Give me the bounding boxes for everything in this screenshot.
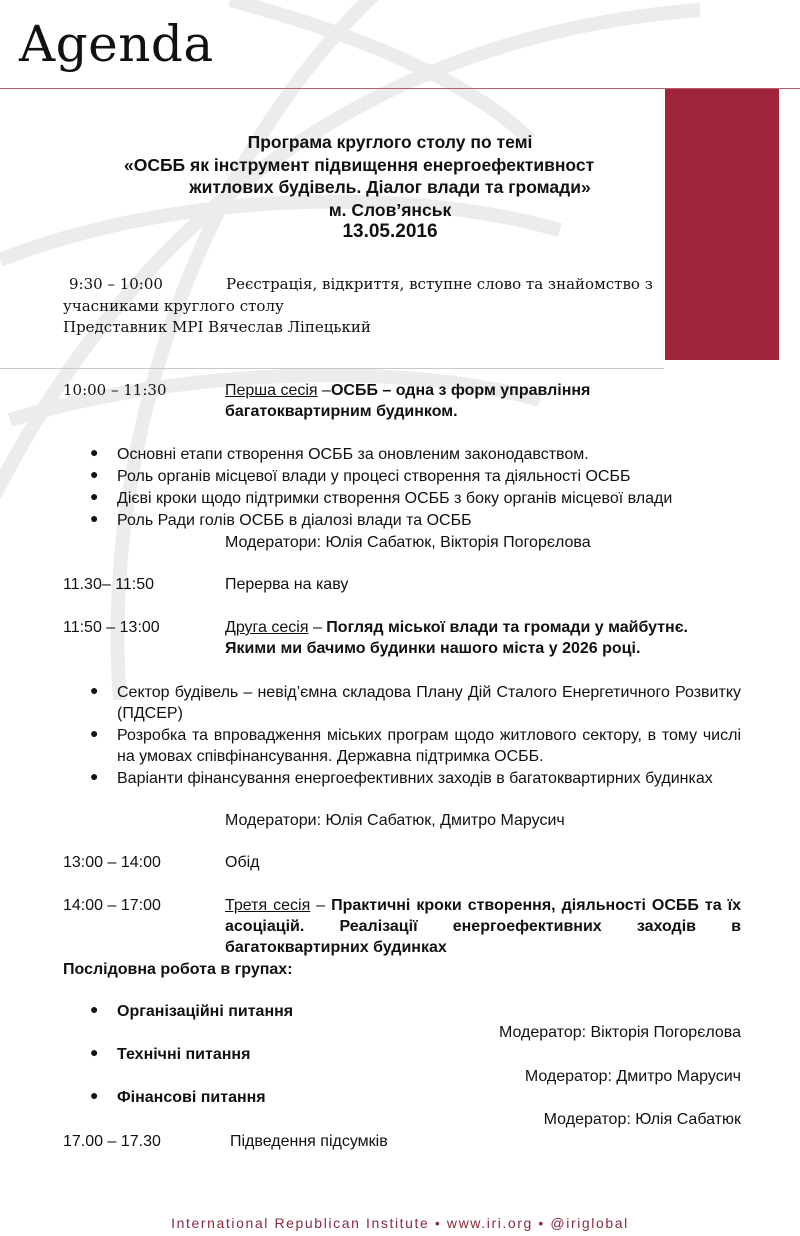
session1-bullet: Роль органів місцевої влади у процесі створення та діяльності ОСББ (117, 468, 631, 485)
session3-time: 14:00 – 17:00 (63, 897, 161, 914)
group-name: Організаційні питання (117, 1003, 294, 1020)
session1-moderators: Модератори: Юлія Сабатюк, Вікторія Погорєлова (225, 534, 591, 551)
registration-text-cont: учасниками круглого столу (63, 297, 284, 315)
session2-separator: – (308, 619, 327, 636)
group-name: Фінансові питання (117, 1089, 266, 1106)
agenda-heading (100, 131, 680, 244)
closing-time: 17.00 – 17.30 (63, 1133, 161, 1150)
session3-title (225, 895, 741, 958)
bullet-icon: ● (90, 684, 99, 699)
group-name: Технічні питання (117, 1046, 251, 1063)
closing-text: Підведення підсумків (230, 1133, 388, 1150)
group-moderator: Модератор: Дмитро Марусич (524, 1068, 741, 1085)
group-moderator: Модератор: Юлія Сабатюк (543, 1111, 741, 1128)
page-title: Agenda (19, 15, 214, 73)
session1-separator: – (317, 382, 331, 399)
session1-title (225, 380, 590, 401)
session2-label: Друга сесія (225, 619, 309, 636)
registration-speaker: Представник МРІ Вячеслав Ліпецький (63, 318, 371, 336)
session2-bullet: Варіанти фінансування енергоефективних заходів в багатоквартирних будинках (117, 770, 713, 787)
session1-title-line2: багатоквартирним будинком. (225, 403, 458, 420)
break-text: Перерва на каву (225, 576, 349, 593)
session2-title-line2: Якими ми бачимо будинки нашого міста у 2026 році. (225, 640, 641, 657)
session1-label: Перша сесія (225, 382, 318, 399)
heading-date: 13.05.2016 (342, 221, 438, 242)
session1-bullet: Основні етапи створення ОСББ за оновленим законодавством. (117, 446, 589, 463)
heading-line-1: Програма круглого столу по темі (247, 132, 533, 152)
session3-label: Третя сесія (225, 897, 311, 914)
session2-bullet: Сектор будівель – невід’ємна складова Плану Дій Сталого Енергетичного Розвитку (ПДСЕР) (117, 684, 741, 722)
session1-title-line1: ОСББ – одна з форм управління (330, 382, 591, 399)
session3-title-text: Практичні кроки створення, діяльності ОСББ та їх асоціацій. Реалізації енергоефективних заходів в багатоквартирних будинках (225, 897, 741, 956)
session1-time: 10:00 – 11:30 (63, 381, 167, 399)
section-divider (0, 368, 664, 369)
bullet-icon: ● (90, 1089, 99, 1104)
bullet-icon: ● (90, 727, 99, 742)
session1-bullet: Роль Ради голів ОСББ в діалозі влади та ОСББ (117, 512, 472, 529)
groups-heading: Послідовна робота в групах: (63, 961, 293, 978)
brand-color-block (665, 89, 779, 360)
bullet-icon: ● (90, 512, 99, 527)
session2-time: 11:50 – 13:00 (63, 619, 160, 636)
bullet-icon: ● (90, 490, 99, 505)
registration-text: Реєстрація, відкриття, вступне слово та знайомство з (226, 275, 653, 293)
bullet-icon: ● (90, 770, 99, 785)
heading-line-3: житлових будівель. Діалог влади та громади» (189, 177, 591, 197)
bullet-icon: ● (90, 446, 99, 461)
session1-bullet: Дієві кроки щодо підтримки створення ОСББ з боку органів місцевої влади (117, 490, 673, 507)
bullet-icon: ● (90, 1003, 99, 1018)
session2-title-line1: Погляд міської влади та громади у майбутнє. (326, 619, 688, 636)
session3-separator: – (310, 897, 332, 914)
heading-city: м. Слов’янськ (328, 199, 452, 220)
group-moderator: Модератор: Вікторія Погорєлова (498, 1024, 741, 1041)
session2-bullet: Розробка та впровадження міських програм щодо житлового сектору, в тому числі на умовах співфінансування. Державна підтримка ОСББ. (117, 727, 741, 765)
break-time: 11.30– 11:50 (63, 576, 155, 593)
footer-org-line: International Republican Institute • www.iri.org • @iriglobal (171, 1215, 629, 1231)
session2-title (225, 617, 688, 638)
registration-time: 9:30 – 10:00 (69, 275, 163, 293)
lunch-time: 13:00 – 14:00 (63, 854, 161, 871)
heading-line-2: «ОСББ як інструмент підвищення енергоефективност (124, 154, 595, 175)
session2-moderators: Модератори: Юлія Сабатюк, Дмитро Марусич (225, 812, 565, 829)
bullet-icon: ● (90, 1046, 99, 1061)
bullet-icon: ● (90, 468, 99, 483)
lunch-text: Обід (225, 854, 260, 871)
